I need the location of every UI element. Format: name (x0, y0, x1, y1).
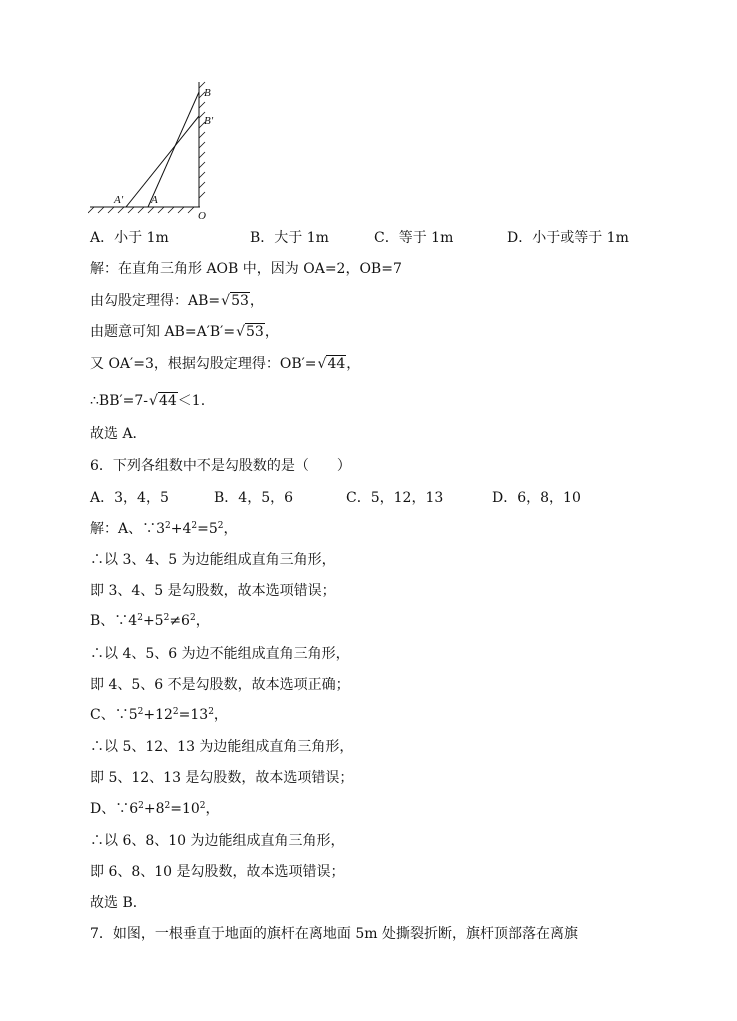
q6-option-a[interactable]: A．3，4，5 (90, 490, 169, 506)
q6-solution-c-2: ∴以 5、12、13 为边能组成直角三角形， (90, 739, 354, 755)
q5-answer: 故选 A． (90, 426, 147, 442)
q6-option-c[interactable]: C．5，12，13 (346, 490, 444, 506)
q6-solution-d-2: ∴以 6、8、10 为边能组成直角三角形， (90, 833, 345, 849)
q6-solution-c-1: C、$\because 5^2+12^2=13^2$， (90, 707, 228, 723)
q6-solution-d-3: 即 6、8、10 是勾股数，故本选项错误； (90, 864, 345, 880)
label-a-prime: A′ (114, 194, 124, 206)
q6-answer: 故选 B． (90, 895, 147, 911)
q5-option-a[interactable]: A．小于 1m (90, 230, 169, 246)
ladder-a-prime-b-prime (126, 116, 199, 207)
q6-solution-a-2: ∴以 3、4、5 为边能组成直角三角形， (90, 552, 336, 568)
q5-solution-line-4: 又 OA′=3，根据勾股定理得：OB′=√44， (90, 356, 361, 372)
q6-solution-d-1: D、$\because 6^2+8^2=10^2$， (90, 801, 220, 817)
ladder-ab (148, 92, 199, 207)
q5-option-c[interactable]: C．等于 1m (374, 230, 454, 246)
ground-hatching (88, 207, 194, 213)
q6-solution-c-3: 即 5、12、13 是勾股数，故本选项错误； (90, 770, 354, 786)
q6-solution-b-2: ∴以 4、5、6 为边不能组成直角三角形， (90, 646, 350, 662)
q5-solution-line-1: 解：在直角三角形 AOB 中，因为 OA=2，OB=7 (90, 261, 402, 277)
label-b: B (204, 87, 211, 99)
q6-solution-b-3: 即 4、5、6 不是勾股数，故本选项正确； (90, 677, 350, 693)
q6-solution-a-3: 即 3、4、5 是勾股数，故本选项错误； (90, 583, 336, 599)
sqrt-44: √44 (149, 393, 177, 409)
q6-solution-a-1: 解：A、$\because 3^2+4^2=5^2$， (90, 521, 238, 537)
q5-solution-line-2: 由勾股定理得：AB=√53， (90, 293, 264, 309)
label-b-prime: B′ (204, 115, 214, 127)
q6-question: 6．下列各组数中不是勾股数的是（ ） (90, 458, 351, 474)
q7-question: 7．如图，一根垂直于地面的旗杆在离地面 5m 处撕裂折断，旗杆顶部落在离旗 (90, 926, 578, 942)
q6-option-d[interactable]: D．6，8，10 (492, 490, 581, 506)
ladder-figure (88, 80, 228, 220)
q5-solution-line-5: ∴BB′=7-√44＜1. (90, 393, 206, 409)
q6-solution-b-1: B、$\because 4^2+5^2\ne 6^2$， (90, 613, 210, 629)
q5-option-d[interactable]: D．小于或等于 1m (507, 230, 629, 246)
label-o: O (198, 210, 206, 220)
sqrt-53: √53 (236, 324, 264, 340)
wall-hatching (199, 82, 205, 198)
label-a: A (151, 194, 158, 206)
sqrt-44: √44 (317, 356, 346, 372)
q5-solution-line-3: 由题意可知 AB=A′B′=√53， (90, 324, 279, 340)
sqrt-53: √53 (221, 293, 249, 309)
q5-option-b[interactable]: B．大于 1m (250, 230, 329, 246)
q6-option-b[interactable]: B．4，5，6 (214, 490, 294, 506)
